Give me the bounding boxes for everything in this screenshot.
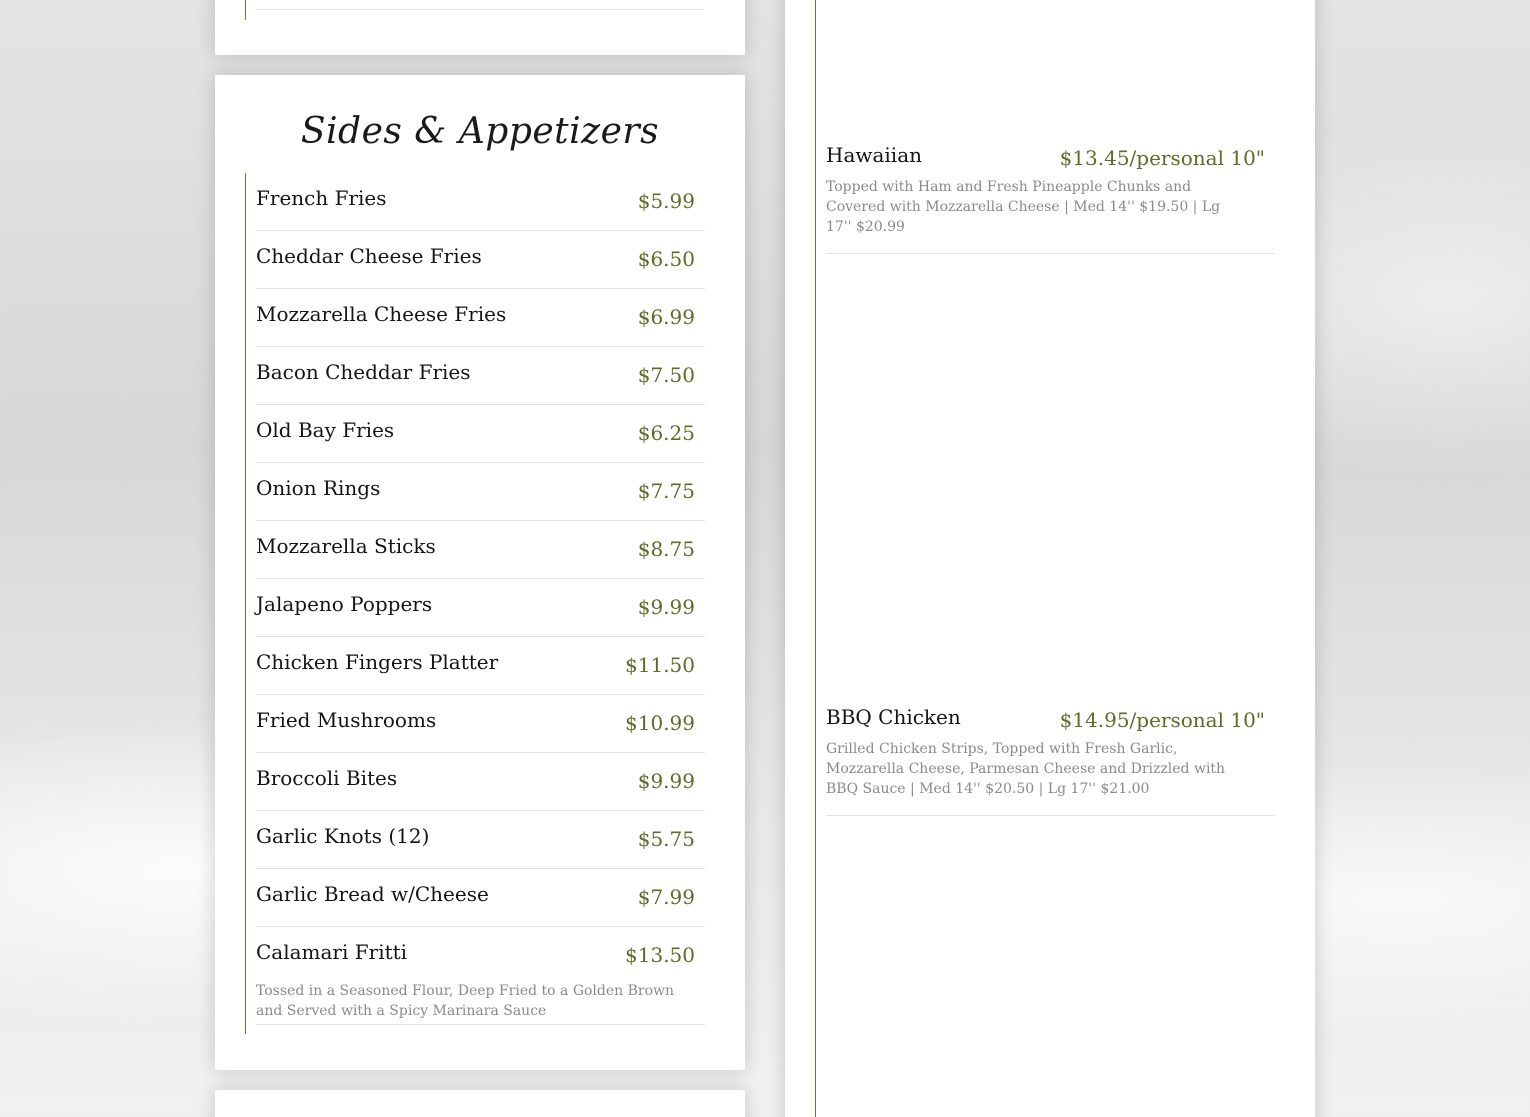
item-description: Topped with Ham and Fresh Pineapple Chunks and Covered with Mozzarella Cheese | Med 14'' $19.50 | Lg 17'' $20.99 — [826, 179, 1221, 235]
item-price: $7.99 — [637, 885, 695, 909]
item-price: $6.25 — [637, 421, 695, 445]
item-price: $6.99 — [637, 305, 695, 329]
item-name: Onion Rings — [256, 476, 381, 500]
menu-item — [256, 753, 705, 811]
menu-item — [256, 289, 705, 347]
item-price: $7.50 — [637, 363, 695, 387]
item-price: $5.75 — [637, 827, 695, 851]
menu-item — [256, 637, 705, 695]
menu-item — [826, 705, 1275, 816]
menu-item — [256, 811, 705, 869]
item-price: $6.50 — [637, 247, 695, 271]
item-price: $13.50 — [625, 943, 695, 967]
section-accent-line — [245, 0, 246, 20]
menu-item — [256, 347, 705, 405]
item-price: $11.50 — [625, 653, 695, 677]
section-accent-line — [815, 0, 816, 1117]
menu-item — [256, 521, 705, 579]
menu-item — [256, 579, 705, 637]
item-name: Mozzarella Cheese Fries — [256, 302, 507, 326]
item-name: Garlic Knots (12) — [256, 824, 430, 848]
menu-item — [826, 143, 1275, 254]
menu-item — [256, 927, 705, 1025]
item-divider — [256, 9, 704, 10]
item-name: Mozzarella Sticks — [256, 534, 436, 558]
item-name: Old Bay Fries — [256, 418, 395, 442]
item-price: $8.75 — [637, 537, 695, 561]
item-price: $10.99 — [625, 711, 695, 735]
item-description: Grilled Chicken Strips, Topped with Fresh Garlic, Mozzarella Cheese, Parmesan Cheese and Drizzled with BBQ Sauce | Med 14'' $20.50 | Lg 17'' $21.00 — [826, 741, 1226, 797]
item-price: $13.45/personal 10" — [1059, 146, 1265, 170]
item-name: French Fries — [256, 186, 387, 210]
menu-item — [256, 463, 705, 521]
item-name: BBQ Chicken — [826, 705, 961, 729]
item-price: $5.99 — [637, 189, 695, 213]
menu-item — [256, 173, 705, 231]
item-name: Broccoli Bites — [256, 766, 398, 790]
item-name: Jalapeno Poppers — [256, 592, 433, 616]
item-description: Tossed in a Seasoned Flour, Deep Fried to a Golden Brown and Served with a Spicy Marinara Sauce — [256, 983, 675, 1019]
menu-item — [256, 695, 705, 753]
pizza-menu-card — [785, 0, 1315, 1117]
item-price: $9.99 — [637, 769, 695, 793]
item-name: Cheddar Cheese Fries — [256, 244, 482, 268]
item-name: Hawaiian — [826, 143, 923, 167]
item-name: Fried Mushrooms — [256, 708, 437, 732]
item-name: Bacon Cheddar Fries — [256, 360, 471, 384]
item-name: Calamari Fritti — [256, 940, 408, 964]
item-price: $7.75 — [637, 479, 695, 503]
menu-item — [256, 405, 705, 463]
section-accent-line — [245, 173, 246, 1034]
next-menu-card — [215, 1090, 745, 1117]
menu-item — [256, 869, 705, 927]
item-price: $9.99 — [637, 595, 695, 619]
menu-item — [256, 231, 705, 289]
section-title: Sides & Appetizers — [300, 111, 660, 152]
sides-menu-list — [256, 173, 705, 1025]
item-price: $14.95/personal 10" — [1059, 708, 1265, 732]
previous-menu-card — [215, 0, 745, 55]
item-name: Garlic Bread w/Cheese — [256, 882, 489, 906]
sides-appetizers-card — [215, 75, 745, 1070]
item-name: Chicken Fingers Platter — [256, 650, 499, 674]
